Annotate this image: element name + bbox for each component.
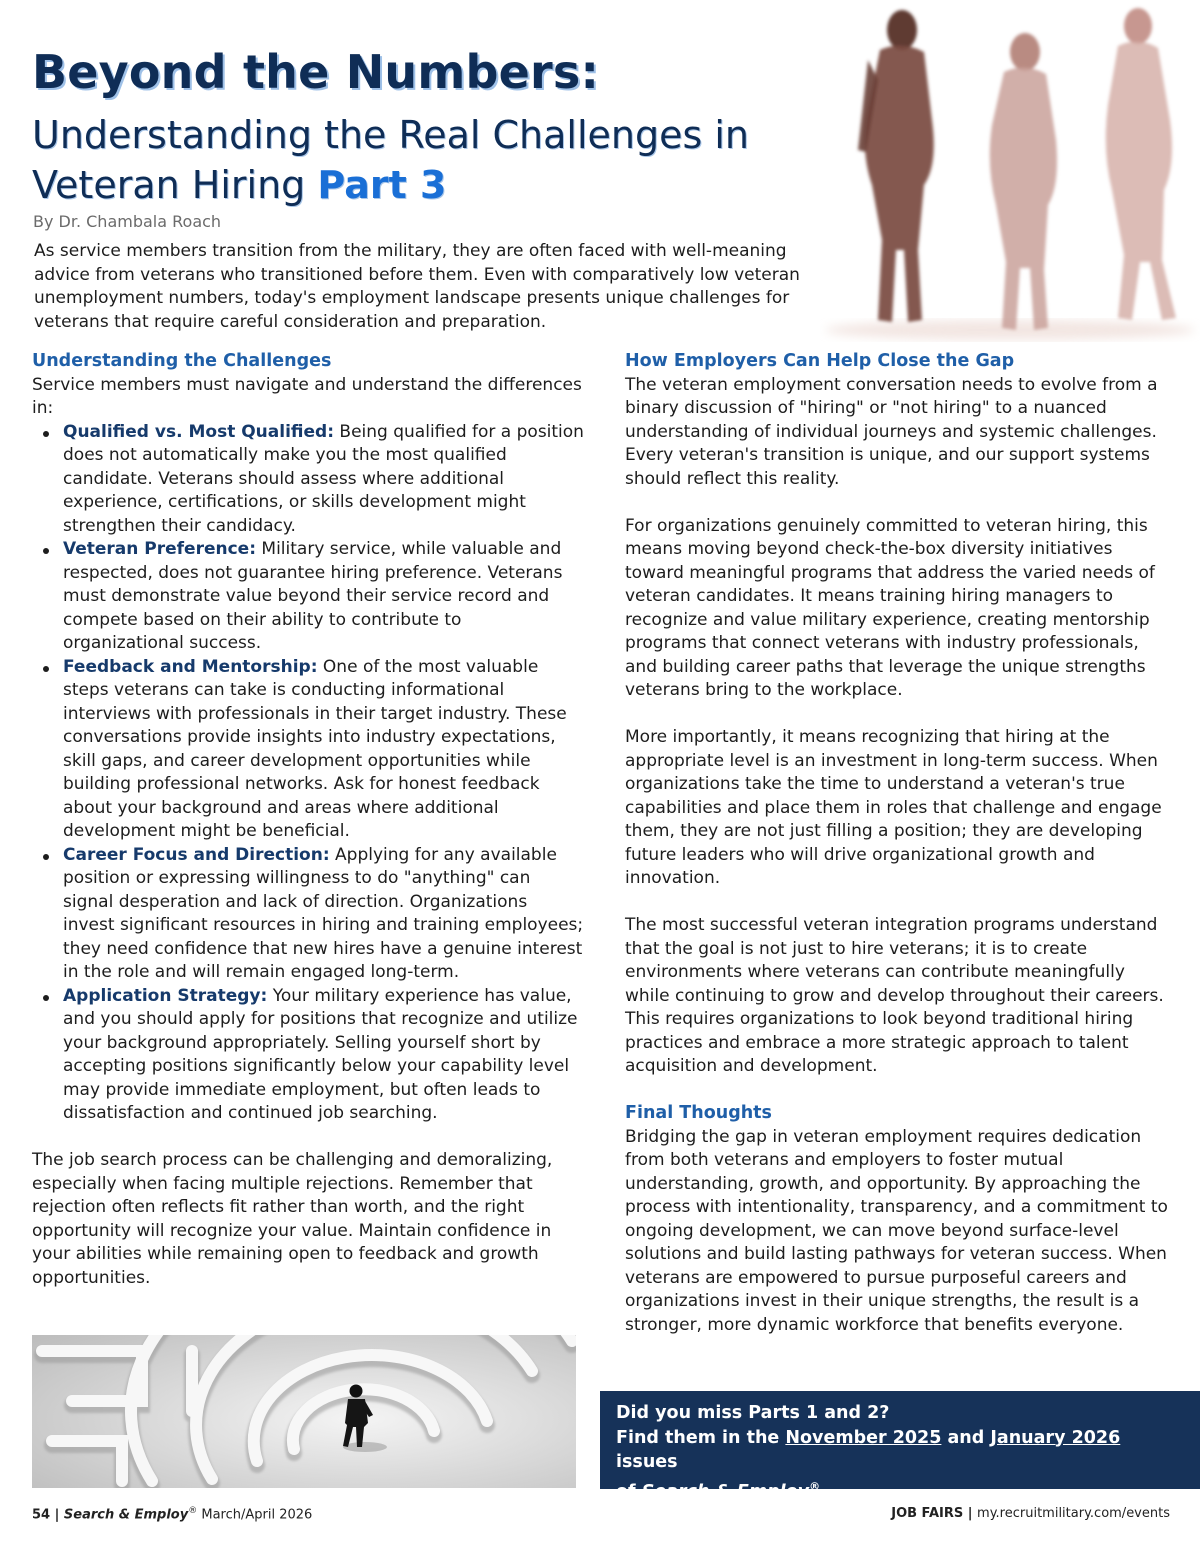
callout-registered-mark: ® bbox=[809, 1479, 821, 1493]
maze-svg bbox=[32, 1335, 576, 1488]
employers-paragraph-1: The veteran employment conversation needs to evolve from a binary discussion of "hiring" or "not hiring" to a nuanced understanding of individual journeys and systemic challenges. Every veteran's transition is unique, and our support systems should reflect this reality. bbox=[625, 374, 1158, 489]
list-item bbox=[63, 656, 584, 844]
callout-links-line bbox=[616, 1426, 1184, 1475]
section-heading-employers: How Employers Can Help Close the Gap bbox=[625, 351, 1015, 371]
list-item-term: Career Focus and Direction: bbox=[63, 844, 330, 865]
footer-issue: March/April 2026 bbox=[197, 1507, 313, 1523]
footer-separator: | bbox=[50, 1507, 64, 1523]
callout-of-text: of bbox=[616, 1481, 642, 1502]
events-url[interactable]: my.recruitmilitary.com/events bbox=[977, 1506, 1170, 1521]
figures-svg bbox=[820, 0, 1200, 345]
maze-image bbox=[32, 1335, 576, 1488]
list-item bbox=[63, 538, 584, 656]
callout-question: Did you miss Parts 1 and 2? bbox=[616, 1403, 890, 1423]
part-label: Part 3 bbox=[317, 163, 447, 207]
byline: By Dr. Chambala Roach bbox=[33, 212, 222, 231]
job-fairs-label: JOB FAIRS bbox=[891, 1506, 964, 1521]
final-thoughts-paragraph: Bridging the gap in veteran employment requires dedication from both veterans and employers to foster mutual understanding, growth, and opportunity. By approaching the process with intentionality, transparency, and a commitment to ongoing development, we can move beyond surface-level solutions and build lasting pathways for veteran success. When veterans are empowered to pursue purposeful careers and organizations invest in their unique strengths, the result is a stronger, more dynamic workforce that benefits everyone. bbox=[625, 1126, 1168, 1335]
november-2025-link[interactable]: November 2025 bbox=[785, 1427, 942, 1448]
figure-three bbox=[1106, 8, 1176, 320]
subtitle-text: Understanding the Real Challenges in Veteran Hiring bbox=[32, 113, 749, 207]
callout-issues-text: issues bbox=[616, 1452, 678, 1472]
employers-paragraph-3: More importantly, it means recognizing that hiring at the appropriate level is an investment in long-term success. When organizations take the time to understand a veteran's true capabilities and place them in roles that challenge and engage them, they are not just filling a position; they are developing future leaders who will drive organizational growth and innovation. bbox=[625, 727, 1162, 888]
right-column bbox=[625, 350, 1170, 1337]
page-title: Beyond the Numbers: bbox=[32, 45, 600, 99]
challenges-list bbox=[32, 421, 584, 1126]
intro-paragraph: As service members transition from the military, they are often faced with well-meaning advice from veterans who transitioned before them. Even with comparatively low veteran unemployment numbers, today's employment landscape presents unique challenges for veterans that require careful consideration and preparation. bbox=[34, 241, 800, 332]
january-2026-link[interactable]: January 2026 bbox=[990, 1427, 1121, 1448]
list-item-term: Feedback and Mentorship: bbox=[63, 656, 318, 677]
closing-paragraph: The job search process can be challenging and demoralizing, especially when facing multiple rejections. Remember that rejection often reflects fit rather than worth, and the right opportunity will recognize your value. Maintain confidence in your abilities while remaining open to feedback and growth opportunities. bbox=[32, 1150, 553, 1288]
list-item-text: Military service, while valuable and respected, does not guarantee hiring preference. Veterans must demonstrate value beyond their service record and compete based on their ability to contribute to organizational success. bbox=[63, 539, 563, 653]
walking-figures-illustration bbox=[820, 0, 1200, 345]
footer-right bbox=[891, 1506, 1170, 1521]
list-item-term: Qualified vs. Most Qualified: bbox=[63, 421, 335, 442]
list-item-text: Applying for any available position or expressing willingness to do "anything" can signal desperation and lack of direction. Organizations invest significant resources in hiring and training employees; they need confidence that new hires have a genuine interest in the role and will remain engaged long-term. bbox=[63, 844, 584, 982]
footer-registered-mark: ® bbox=[188, 1506, 198, 1516]
previous-parts-callout bbox=[600, 1391, 1200, 1502]
employers-paragraph-4: The most successful veteran integration programs understand that the goal is not just to hire veterans; it is to create environments where veterans can contribute meaningfully while continuing to grow and develop throughout their careers. This requires organizations to look beyond traditional hiring practices and embrace a more strategic approach to talent acquisition and development. bbox=[625, 915, 1164, 1076]
footer-left bbox=[32, 1506, 312, 1522]
footer-right-separator: | bbox=[963, 1506, 978, 1521]
list-item bbox=[63, 421, 584, 539]
section-heading-challenges: Understanding the Challenges bbox=[32, 351, 332, 371]
page-subtitle bbox=[32, 110, 852, 210]
callout-and-text: and bbox=[941, 1427, 991, 1448]
list-item-text: One of the most valuable steps veterans can take is conducting informational interviews with professionals in their target industry. These conversations provide insights into industry expectations, skill gaps, and career development opportunities while building professional networks. Ask for honest feedback about your background and areas where additional development might be beneficial. bbox=[63, 656, 567, 841]
list-item-text: Being qualified for a position does not automatically make you the most qualified candidate. Veterans should assess where additional experience, certifications, or skills development might strengthen their candidacy. bbox=[63, 421, 584, 536]
list-item-text: Your military experience has value, and you should apply for positions that recognize and utilize your background appropriately. Selling yourself short by accepting positions significantly below your capability level may provide immediate employment, but often leads to dissatisfaction and continued job searching. bbox=[63, 985, 578, 1123]
left-column bbox=[32, 350, 584, 1290]
list-item bbox=[63, 844, 584, 985]
section-heading-final-thoughts: Final Thoughts bbox=[625, 1103, 772, 1123]
list-item bbox=[63, 985, 584, 1126]
page-number: 54 bbox=[32, 1507, 51, 1523]
list-item-term: Application Strategy: bbox=[63, 985, 268, 1006]
callout-publication-line bbox=[616, 1475, 1184, 1504]
list-item-term: Veteran Preference: bbox=[63, 539, 257, 559]
callout-find-text: Find them in the bbox=[616, 1427, 786, 1448]
figure-one bbox=[858, 10, 934, 322]
employers-paragraph-2: For organizations genuinely committed to veteran hiring, this means moving beyond check-the-box diversity initiatives toward meaningful programs that address the varied needs of veteran candidates. It means training hiring managers to recognize and value military experience, creating mentorship programs that connect veterans with industry professionals, and building career paths that leverage the unique strengths veterans bring to the workplace. bbox=[625, 515, 1155, 700]
callout-publication-name: Search & Employ bbox=[641, 1481, 810, 1502]
footer-publication: Search & Employ bbox=[63, 1507, 189, 1523]
figure-two bbox=[990, 33, 1057, 330]
callout-period: . bbox=[820, 1481, 827, 1502]
challenges-lead: Service members must navigate and understand the differences in: bbox=[32, 374, 582, 418]
